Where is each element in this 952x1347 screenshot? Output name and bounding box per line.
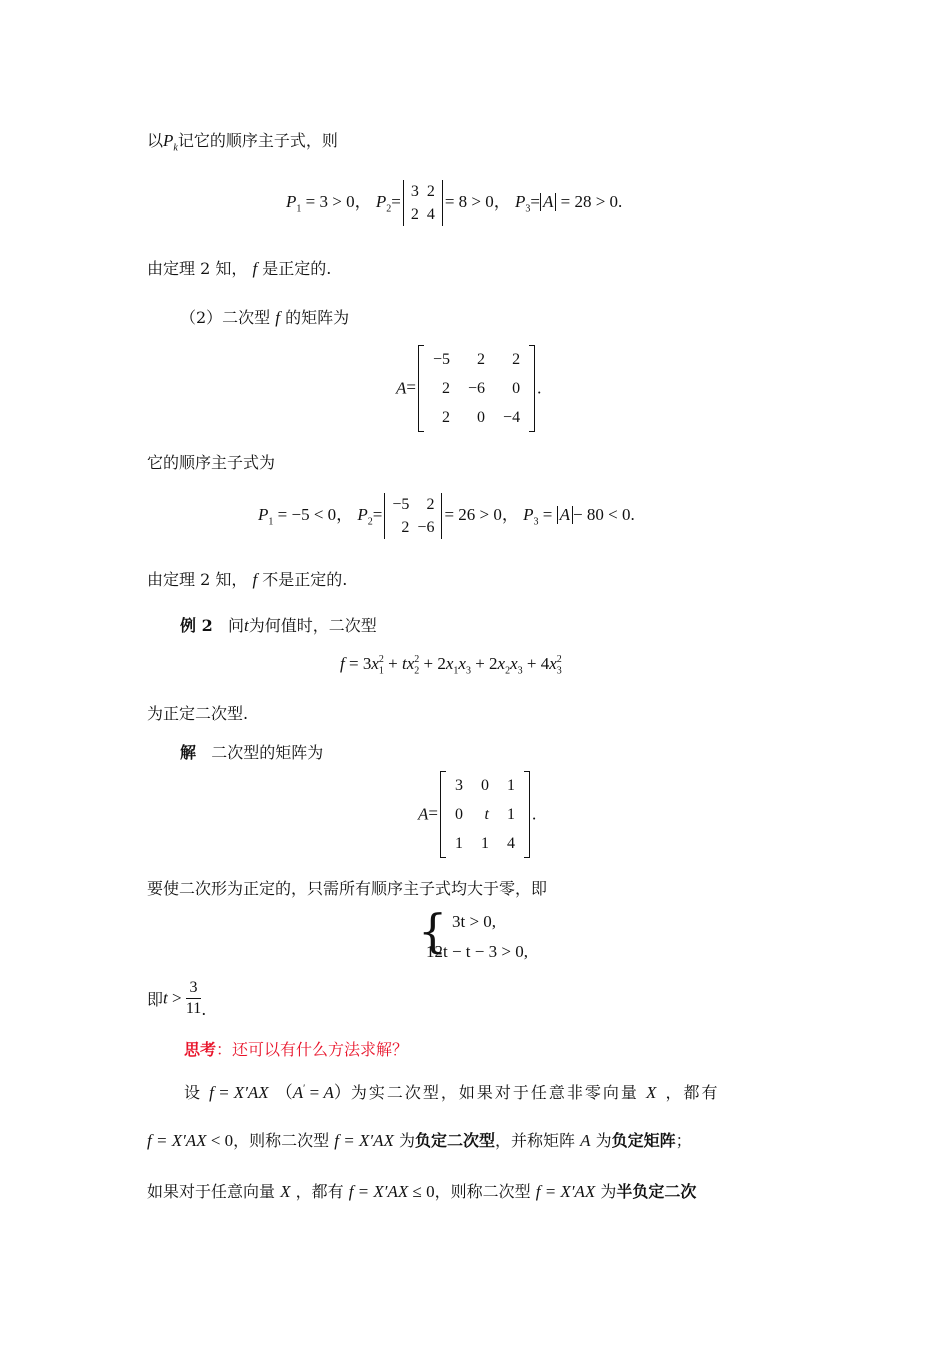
matrix-a-example2: A= 3 0 1 0 t 1 1 1 4 .	[418, 771, 536, 858]
line-theorem-2: 由定理 2 知， f 不是正定的.	[147, 570, 348, 589]
think-prompt: 思考：还可以有什么方法求解？	[184, 1040, 409, 1059]
paragraph-line-3: 如果对于任意向量 X ，都有 f = X′AX ≤ 0，则称二次型 f = X′AX 为半负定二次	[147, 1182, 697, 1201]
solution-heading: 解 二次型的矩阵为	[180, 743, 324, 762]
example-2-heading: 例 2 问t为何值时，二次型	[180, 616, 377, 635]
determinant-p2-part2: −5 2 2 −6	[384, 493, 442, 539]
equation-principal-minors-1: $P_1 = 3 > 0$， $P_2=$ 3 2 2 4 = 8 > 0， $P_3= A = 28 > 0$.	[286, 177, 622, 227]
determinant-p2: 3 2 2 4	[403, 180, 443, 226]
equation-quadratic-form: $f = 3x_1^2 + tx_2^2 + 2x_1x_3 + 2x_2x_3 + 4x_3^2$	[340, 654, 562, 677]
line-result: 即t > $\frac{3}{11}$ .	[147, 979, 207, 1019]
paragraph-line-1: 设 f = X′AX （A′ = A）为实二次型，如果对于任意非零向量 X ，都有	[184, 1083, 720, 1102]
line-condition: 要使二次形为正定的，只需所有顺序主子式均大于零，即	[147, 879, 548, 898]
line-minors-label: 它的顺序主子式为	[147, 453, 276, 472]
equation-principal-minors-2: $P_1 = -5 < 0$， $P_2=$ −5 2 2 −6 = 26 > 0， $P_3 = A - 80 < 0$.	[258, 490, 635, 540]
matrix-a-part2: A= −5 2 2 2 −6 0 2 0 −4 .	[396, 345, 541, 432]
paragraph-line-2: f = X′AX < 0，则称二次型 f = X′AX 为负定二次型，并称矩阵 A 为负定矩阵；	[147, 1131, 692, 1150]
line-intro: 以$P_k$记它的顺序主子式，则	[147, 131, 338, 154]
line-positive-definite: 为正定二次型.	[147, 704, 249, 723]
line-part2: （2）二次型 f 的矩阵为	[180, 308, 350, 327]
line-theorem-1: 由定理 2 知， f 是正定的.	[147, 259, 332, 278]
